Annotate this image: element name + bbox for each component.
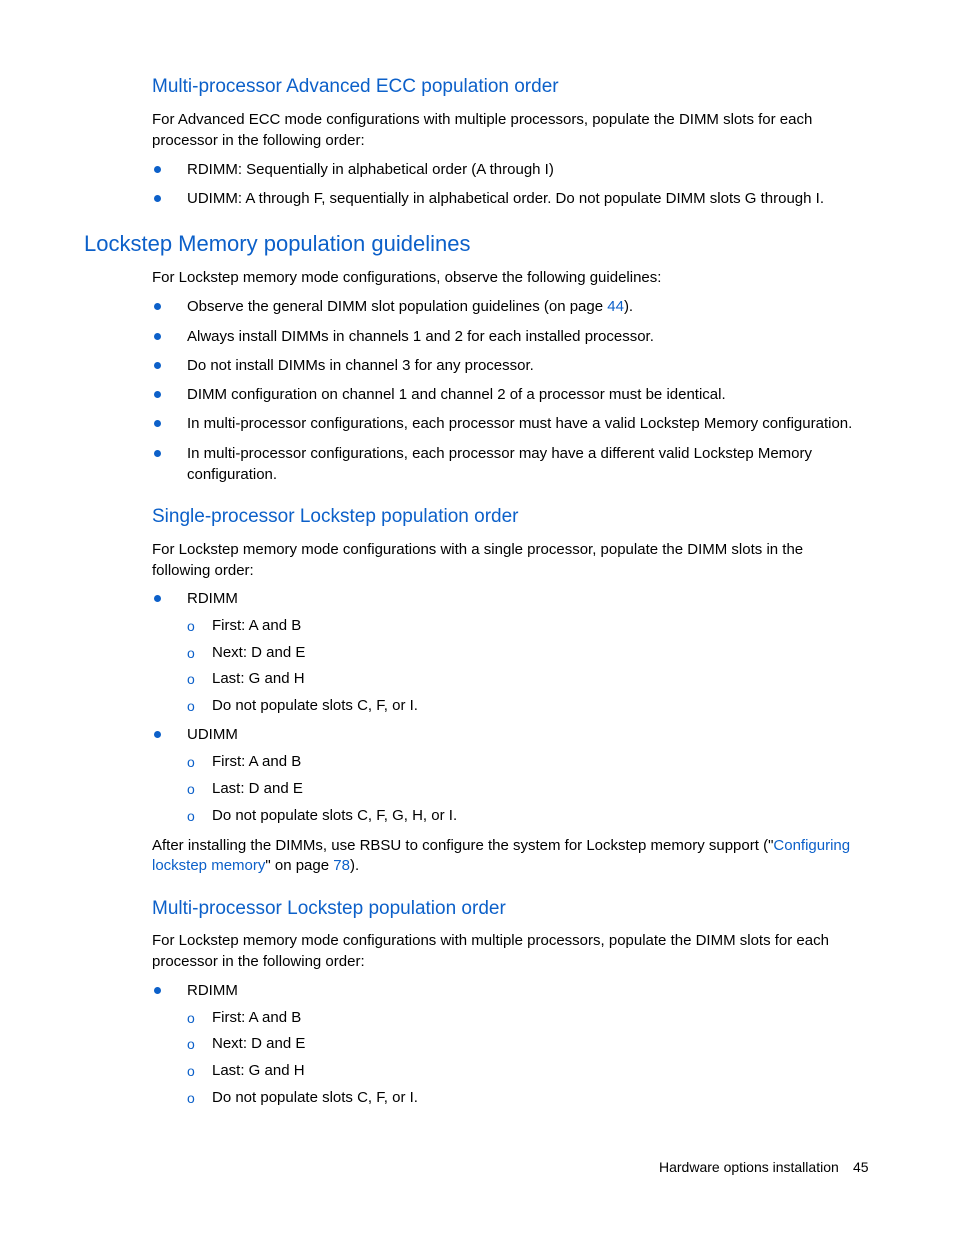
bullet-icon (154, 420, 161, 427)
sub-bullet-icon: o (187, 754, 195, 770)
section-heading-single: Single-processor Lockstep population order (152, 506, 519, 527)
bullet-icon (154, 333, 161, 340)
paragraph-line (152, 855, 359, 876)
section-heading-multi: Multi-processor Lockstep population order (152, 898, 506, 919)
paragraph-line: processor in the following order: (152, 132, 365, 149)
sub-list-item: Next: D and E (212, 644, 306, 661)
paragraph-line: processor in the following order: (152, 953, 365, 970)
bullet-icon (154, 987, 161, 994)
sub-bullet-icon: o (187, 671, 195, 687)
list-item: Always install DIMMs in channels 1 and 2 for each installed processor. (187, 328, 654, 345)
sub-list-item: Last: G and H (212, 1062, 305, 1079)
list-item: RDIMM (187, 982, 238, 999)
paragraph-line: For Lockstep memory mode configurations with multiple processors, populate the DIMM slots for each (152, 932, 829, 949)
bullet-icon (154, 450, 161, 457)
list-item: configuration. (187, 466, 278, 483)
sub-bullet-icon: o (187, 1010, 195, 1026)
sub-bullet-icon: o (187, 645, 195, 661)
paragraph-text: ). (349, 857, 360, 874)
list-item: UDIMM (187, 726, 238, 743)
paragraph-text: After installing the DIMMs, use RBSU to configure the system for Lockstep memory support (" (152, 837, 774, 854)
sub-list-item: Do not populate slots C, F, G, H, or I. (212, 807, 458, 824)
paragraph-line (152, 835, 850, 856)
sub-bullet-icon: o (187, 698, 195, 714)
sub-list-item: Last: D and E (212, 780, 303, 797)
list-item-text: ). (623, 298, 634, 315)
sub-bullet-icon: o (187, 781, 195, 797)
sub-list-item: First: A and B (212, 617, 302, 634)
bullet-icon (154, 303, 161, 310)
list-item-text: Observe the general DIMM slot population guidelines (on page (187, 298, 608, 315)
section-heading-adv-ecc: Multi-processor Advanced ECC population order (152, 76, 559, 97)
footer-section-title: Hardware options installation (659, 1159, 839, 1175)
sub-bullet-icon: o (187, 618, 195, 634)
sub-list-item: First: A and B (212, 1009, 302, 1026)
list-item: RDIMM: Sequentially in alphabetical order (A through I) (187, 161, 554, 178)
sub-list-item: Do not populate slots C, F, or I. (212, 1089, 418, 1106)
paragraph-line: For Lockstep memory mode configurations, observe the following guidelines: (152, 269, 662, 286)
list-item: In multi-processor configurations, each processor must have a valid Lockstep Memory configuration. (187, 415, 853, 432)
sub-list-item: Do not populate slots C, F, or I. (212, 697, 418, 714)
sub-bullet-icon: o (187, 1063, 195, 1079)
list-item: RDIMM (187, 590, 238, 607)
paragraph-line: For Lockstep memory mode configurations with a single processor, populate the DIMM slots in the (152, 541, 804, 558)
sub-list-item: Next: D and E (212, 1035, 306, 1052)
sub-bullet-icon: o (187, 808, 195, 824)
paragraph-text: " on page (265, 857, 334, 874)
list-item: DIMM configuration on channel 1 and channel 2 of a processor must be identical. (187, 386, 726, 403)
page-number: 45 (853, 1159, 869, 1175)
bullet-icon (154, 195, 161, 202)
sub-list-item: First: A and B (212, 753, 302, 770)
configuring-lockstep-link[interactable]: lockstep memory (152, 857, 266, 874)
list-item: In multi-processor configurations, each processor may have a different valid Lockstep Memory (187, 445, 813, 462)
section-heading-lockstep: Lockstep Memory population guidelines (84, 231, 471, 256)
page-link-44[interactable]: 44 (607, 298, 624, 315)
list-item: Do not install DIMMs in channel 3 for any processor. (187, 357, 534, 374)
configuring-lockstep-link[interactable]: Configuring (773, 837, 851, 854)
paragraph-line: following order: (152, 562, 254, 579)
bullet-icon (154, 166, 161, 173)
list-item: UDIMM: A through F, sequentially in alphabetical order. Do not populate DIMM slots G through I. (187, 190, 824, 207)
sub-bullet-icon: o (187, 1090, 195, 1106)
sub-bullet-icon: o (187, 1036, 195, 1052)
list-item (187, 296, 633, 317)
paragraph-line: For Advanced ECC mode configurations with multiple processors, populate the DIMM slots for each (152, 111, 813, 128)
sub-list-item: Last: G and H (212, 670, 305, 687)
page-link-78[interactable]: 78 (333, 857, 350, 874)
bullet-icon (154, 362, 161, 369)
bullet-icon (154, 391, 161, 398)
bullet-icon (154, 595, 161, 602)
bullet-icon (154, 731, 161, 738)
